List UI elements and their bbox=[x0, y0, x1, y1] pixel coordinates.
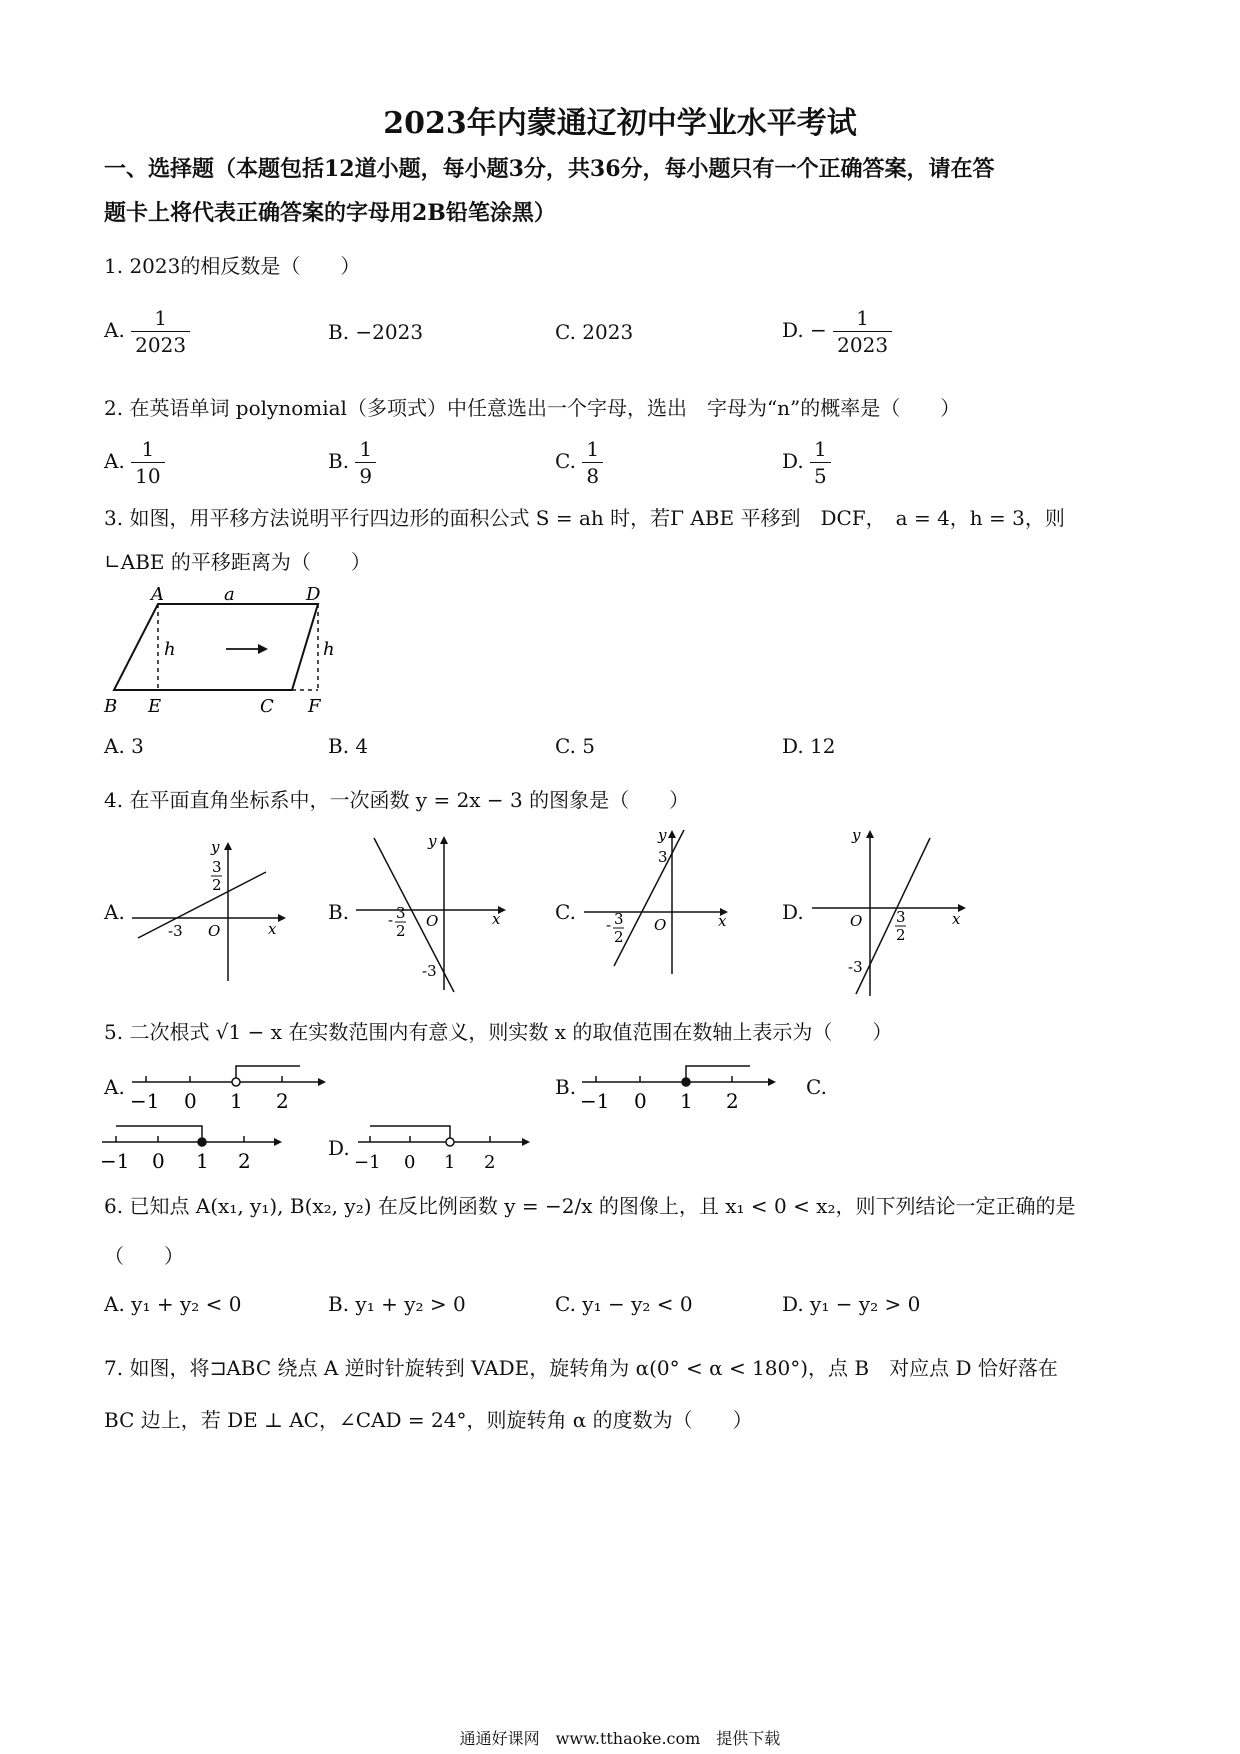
x-label: x bbox=[952, 910, 961, 928]
tick-label: 0 bbox=[634, 1089, 647, 1113]
label-point-a: A bbox=[151, 584, 164, 605]
denominator: 10 bbox=[131, 462, 164, 489]
question-2-stem: 2. 在英语单词 polynomial（多项式）中任意选出一个字母，选出 字母为“n”的概率是（ ） bbox=[104, 396, 961, 420]
arrow-icon bbox=[318, 1078, 326, 1086]
intercept-denominator: 2 bbox=[396, 922, 406, 940]
page-title: 2023年内蒙通辽初中学业水平考试 bbox=[383, 106, 857, 141]
q2-option-a bbox=[104, 436, 165, 489]
label-point-d: D bbox=[306, 584, 321, 605]
function-line bbox=[614, 830, 684, 966]
question-4-stem: 4. 在平面直角坐标系中，一次函数 y = 2x − 3 的图象是（ ） bbox=[104, 788, 690, 812]
q1-option-b: B. −2023 bbox=[328, 320, 424, 344]
tick-label: 0 bbox=[184, 1089, 197, 1113]
tick-label: 2 bbox=[276, 1089, 289, 1113]
q3-option-d: D. 12 bbox=[782, 734, 836, 758]
q3-option-a: A. 3 bbox=[104, 734, 144, 758]
option-label: B. bbox=[328, 449, 350, 473]
open-dot bbox=[446, 1138, 454, 1146]
function-line bbox=[374, 838, 454, 992]
q6-option-b: B. y₁ + y₂ > 0 bbox=[328, 1292, 466, 1316]
q4-graph-b bbox=[352, 830, 512, 996]
q2-option-b bbox=[328, 436, 376, 489]
x-intercept-label: -3 bbox=[168, 922, 183, 940]
numerator: 1 bbox=[586, 437, 600, 461]
x-label: x bbox=[718, 912, 727, 930]
function-line bbox=[856, 838, 930, 994]
q2-option-c bbox=[555, 436, 603, 489]
page-footer: 通通好课网 www.tthaoke.com 提供下载 bbox=[459, 1729, 781, 1748]
x-label: x bbox=[268, 920, 277, 938]
question-1-stem: 1. 2023的相反数是（ ） bbox=[104, 254, 361, 278]
y-intercept-label: -3 bbox=[848, 958, 863, 976]
numerator: 1 bbox=[814, 437, 827, 461]
option-label: D. − bbox=[782, 318, 827, 342]
intercept-denominator: 2 bbox=[614, 928, 624, 946]
q5-option-c-label: C. bbox=[806, 1075, 827, 1099]
q4-graph-a bbox=[128, 836, 288, 986]
q4-option-c-label: C. bbox=[555, 900, 576, 924]
range-bracket bbox=[116, 1126, 202, 1142]
numerator: 1 bbox=[359, 437, 373, 461]
tick-label: 2 bbox=[726, 1089, 739, 1113]
numerator: 1 bbox=[154, 306, 167, 330]
tick-label: 1 bbox=[444, 1152, 456, 1173]
intercept-numerator: 3 bbox=[212, 858, 222, 876]
origin-label: O bbox=[208, 922, 221, 940]
q5-numberline-b bbox=[578, 1058, 788, 1114]
tick-label: 1 bbox=[680, 1089, 693, 1113]
q4-option-a-label: A. bbox=[104, 900, 125, 924]
q5-option-b-label: B. bbox=[555, 1075, 577, 1099]
arrow-icon bbox=[768, 1078, 776, 1086]
fraction bbox=[131, 305, 190, 358]
tick-label: −1 bbox=[354, 1152, 381, 1173]
question-6-stem-line2: （ ） bbox=[104, 1244, 184, 1268]
denominator: 9 bbox=[355, 462, 376, 489]
question-5-stem: 5. 二次根式 √1 − x 在实数范围内有意义，则实数 x 的取值范围在数轴上表示为（ ） bbox=[104, 1020, 893, 1044]
question-6-stem-line1: 6. 已知点 A(x₁, y₁), B(x₂, y₂) 在反比例函数 y = −2/x 的图像上，且 x₁ < 0 < x₂，则下列结论一定正确的是 bbox=[104, 1194, 1076, 1218]
closed-dot bbox=[198, 1138, 206, 1146]
question-7-stem-line1: 7. 如图，将⊐ABC 绕点 A 逆时针旋转到 VADE，旋转角为 α(0° < α < 180°)，点 B 对应点 D 恰好落在 bbox=[104, 1356, 1058, 1380]
q5-numberline-c bbox=[98, 1118, 298, 1174]
q4-graph-c bbox=[580, 826, 740, 976]
option-label: A. bbox=[104, 318, 125, 342]
denominator: 2023 bbox=[131, 331, 190, 358]
q1-option-c: C. 2023 bbox=[555, 320, 634, 344]
option-label: C. bbox=[555, 449, 576, 473]
option-label: D. bbox=[782, 449, 804, 473]
label-point-e: E bbox=[148, 696, 162, 717]
y-axis-arrow-icon bbox=[440, 836, 448, 844]
q5-option-a-label: A. bbox=[104, 1075, 125, 1099]
y-axis-arrow-icon bbox=[224, 842, 232, 850]
minus-sign: - bbox=[388, 911, 394, 929]
y-label: y bbox=[428, 832, 437, 850]
arrow-icon bbox=[274, 1138, 282, 1146]
tick-label: −1 bbox=[100, 1149, 130, 1173]
parallelogram bbox=[114, 604, 318, 690]
y-intercept-label: -3 bbox=[422, 962, 437, 980]
closed-dot bbox=[682, 1078, 690, 1086]
tick-label: 1 bbox=[230, 1089, 243, 1113]
tick-label: −1 bbox=[130, 1089, 160, 1113]
fraction bbox=[131, 436, 164, 489]
label-point-f: F bbox=[308, 696, 321, 717]
tick-label: 0 bbox=[152, 1149, 165, 1173]
open-dot bbox=[232, 1078, 240, 1086]
x-axis-arrow-icon bbox=[278, 914, 286, 922]
x-label: x bbox=[492, 910, 501, 928]
tick-label: 2 bbox=[484, 1152, 496, 1173]
arrow-icon bbox=[522, 1138, 530, 1146]
y-axis-arrow-icon bbox=[668, 830, 676, 838]
option-label: A. bbox=[104, 449, 125, 473]
label-height-left: h bbox=[164, 639, 176, 660]
range-bracket bbox=[686, 1066, 750, 1082]
label-side-a: a bbox=[224, 584, 235, 605]
minus-sign: - bbox=[606, 916, 612, 934]
tick-label: 0 bbox=[404, 1152, 416, 1173]
question-7-stem-line2: BC 边上，若 DE ⊥ AC，∠CAD = 24°，则旋转角 α 的度数为（ ） bbox=[104, 1408, 753, 1432]
question-3-stem-line2: ∟ABE 的平移距离为（ ） bbox=[104, 550, 371, 574]
y-label: y bbox=[658, 826, 667, 844]
tick-label: −1 bbox=[580, 1089, 610, 1113]
intercept-numerator: 3 bbox=[396, 904, 406, 922]
label-height-right: h bbox=[323, 639, 335, 660]
q1-option-d bbox=[782, 305, 892, 358]
q4-graph-d bbox=[808, 824, 978, 1000]
intercept-numerator: 3 bbox=[896, 908, 906, 926]
q4-option-d-label: D. bbox=[782, 900, 804, 924]
label-point-c: C bbox=[260, 696, 274, 717]
intercept-denominator: 2 bbox=[212, 876, 222, 894]
function-line bbox=[138, 872, 266, 938]
q6-option-a: A. y₁ + y₂ < 0 bbox=[104, 1292, 242, 1316]
tick-label: 2 bbox=[238, 1149, 251, 1173]
y-intercept-label: 3 bbox=[658, 848, 668, 866]
q5-numberline-d bbox=[354, 1118, 544, 1174]
fraction bbox=[582, 436, 603, 489]
denominator: 2023 bbox=[833, 331, 892, 358]
numerator: 1 bbox=[141, 437, 155, 461]
section-heading-line1: 一、选择题（本题包括12道小题，每小题3分，共36分，每小题只有一个正确答案，请在答 bbox=[104, 156, 995, 182]
origin-label: O bbox=[850, 912, 863, 930]
label-point-b: B bbox=[104, 696, 118, 717]
intercept-numerator: 3 bbox=[614, 910, 624, 928]
q3-option-c: C. 5 bbox=[555, 734, 596, 758]
y-label: y bbox=[852, 826, 861, 844]
origin-label: O bbox=[654, 916, 667, 934]
fraction bbox=[833, 305, 892, 358]
q5-option-d-label: D. bbox=[328, 1136, 350, 1160]
y-label: y bbox=[211, 838, 220, 856]
q3-option-b: B. 4 bbox=[328, 734, 369, 758]
q2-option-d bbox=[782, 436, 831, 489]
range-bracket bbox=[236, 1066, 300, 1078]
intercept-denominator: 2 bbox=[896, 926, 906, 944]
question-3-stem-line1: 3. 如图，用平移方法说明平行四边形的面积公式 S = ah 时，若Γ ABE 平移到 DCF， a = 4，h = 3，则 bbox=[104, 506, 1065, 530]
parallelogram-figure bbox=[96, 582, 356, 722]
origin-label: O bbox=[426, 912, 439, 930]
fraction bbox=[355, 436, 376, 489]
arrow-head-icon bbox=[258, 644, 268, 654]
q6-option-c: C. y₁ − y₂ < 0 bbox=[555, 1292, 693, 1316]
numerator: 1 bbox=[856, 306, 869, 330]
fraction bbox=[810, 436, 831, 489]
q1-option-a bbox=[104, 305, 190, 358]
denominator: 5 bbox=[810, 462, 831, 489]
q6-option-d: D. y₁ − y₂ > 0 bbox=[782, 1292, 921, 1316]
denominator: 8 bbox=[582, 462, 603, 489]
tick-label: 1 bbox=[196, 1149, 209, 1173]
q5-numberline-a bbox=[128, 1058, 338, 1114]
y-axis-arrow-icon bbox=[866, 830, 874, 838]
section-heading-line2: 题卡上将代表正确答案的字母用2B铅笔涂黑） bbox=[104, 200, 556, 226]
q4-option-b-label: B. bbox=[328, 900, 350, 924]
